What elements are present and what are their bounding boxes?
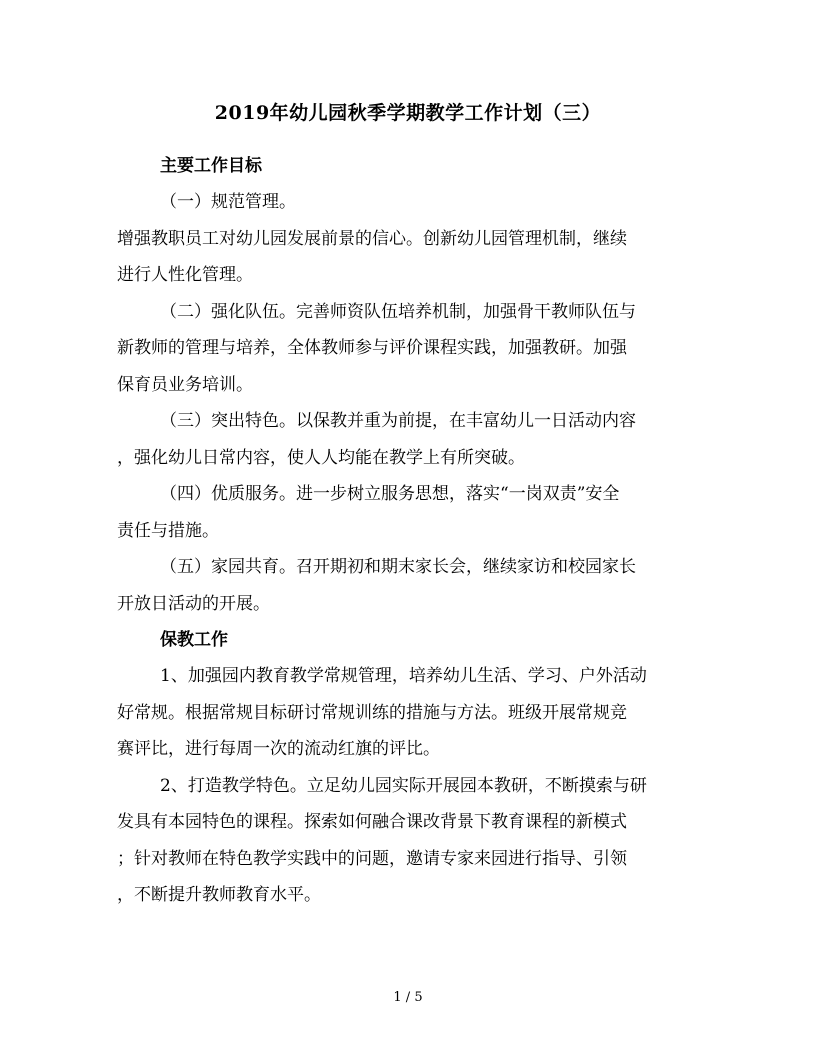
paragraph-care-1 — [117, 658, 697, 768]
paragraph-care-2 — [117, 768, 697, 914]
paragraph-goal-4 — [117, 476, 697, 549]
paragraph-goal-2 — [117, 294, 697, 404]
section-heading-goals: 主要工作目标 — [160, 156, 262, 176]
page-title: 2019年幼儿园秋季学期教学工作计划（三） — [214, 102, 602, 124]
paragraph-line: 1、加强园内教育教学常规管理，培养幼儿生活、学习、户外活动 — [160, 666, 647, 686]
paragraph-line: 保育员业务培训。 — [117, 374, 253, 395]
section-heading-care: 保教工作 — [160, 630, 228, 650]
paragraph-line: 好常规。根据常规目标研讨常规训练的措施与方法。班级开展常规竞 — [117, 702, 627, 723]
paragraph-line: 赛评比，进行每周一次的流动红旗的评比。 — [117, 739, 440, 759]
paragraph-line: ，不断提升教师教育水平。 — [117, 885, 321, 905]
paragraph-line: 进行人性化管理。 — [117, 265, 253, 285]
paragraph-line: 2、打造教学特色。立足幼儿园实际开展园本教研，不断摸索与研 — [160, 775, 647, 796]
paragraph-line: 新教师的管理与培养，全体教师参与评价课程实践，加强教研。加强 — [117, 338, 627, 358]
paragraph-line: 开放日活动的开展。 — [117, 593, 270, 614]
paragraph-goal-1 — [117, 184, 697, 294]
page-number: 1 / 5 — [393, 990, 423, 1005]
document-body — [117, 148, 697, 914]
paragraph-goal-5 — [117, 549, 697, 622]
paragraph-goal-3 — [117, 403, 697, 476]
paragraph-line: （一）规范管理。 — [160, 192, 296, 212]
paragraph-line: ；针对教师在特色教学实践中的问题，邀请专家来园进行指导、引领 — [117, 848, 627, 869]
paragraph-line: 增强教职员工对幼儿园发展前景的信心。创新幼儿园管理机制，继续 — [117, 228, 627, 249]
paragraph-line: （三）突出特色。以保教并重为前提，在丰富幼儿一日活动内容 — [160, 411, 636, 431]
paragraph-line: （二）强化队伍。完善师资队伍培养机制，加强骨干教师队伍与 — [160, 301, 636, 322]
paragraph-line: （五）家园共育。召开期初和期末家长会，继续家访和校园家长 — [160, 557, 636, 577]
paragraph-line: ，强化幼儿日常内容，使人人均能在教学上有所突破。 — [117, 447, 525, 468]
paragraph-line: 发具有本园特色的课程。探索如何融合课改背景下教育课程的新模式 — [117, 812, 627, 832]
paragraph-line: 责任与措施。 — [117, 520, 219, 541]
paragraph-line: （四）优质服务。进一步树立服务思想，落实“一岗双责”安全 — [160, 484, 620, 504]
